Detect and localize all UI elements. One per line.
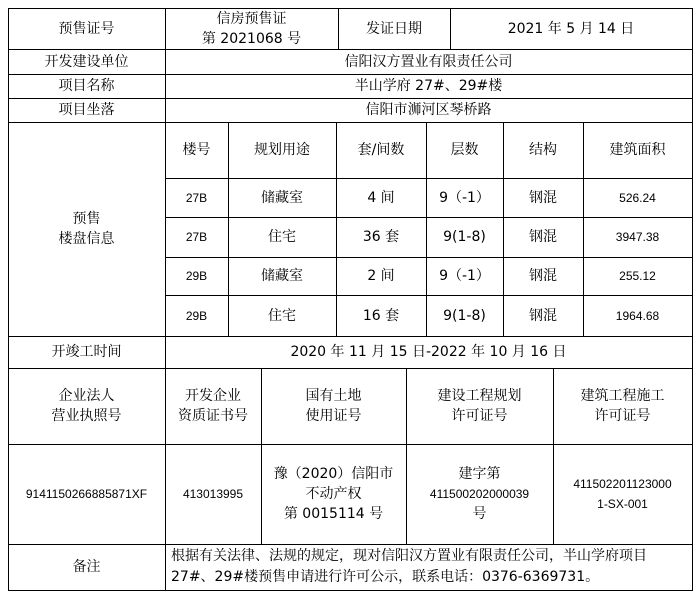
row3-units: 2 间 xyxy=(367,268,395,284)
cert-header-land-line-2: 使用证号 xyxy=(305,408,362,424)
row1-usage: 储藏室 xyxy=(261,189,303,206)
presale-info-line-2: 楼盘信息 xyxy=(58,231,115,247)
row4-units: 16 套 xyxy=(362,307,400,324)
row2-floors: 9(1-8) xyxy=(443,229,486,245)
cert-value-land-line-2: 不动产权 xyxy=(305,486,362,502)
issue-date-label: 发证日期 xyxy=(366,20,422,37)
row1-building: 27B xyxy=(185,190,208,205)
row4-usage: 住宅 xyxy=(268,307,296,324)
presale-no-line-1: 信房预售证 xyxy=(216,10,287,27)
row1-structure: 钢混 xyxy=(529,189,557,206)
row3-usage: 储藏室 xyxy=(261,268,303,284)
location-label: 项目坐落 xyxy=(58,102,115,118)
cert-header-qualification-line-2: 资质证书号 xyxy=(178,408,248,424)
header-building-no: 楼号 xyxy=(182,142,211,158)
presale-info-label xyxy=(8,122,165,336)
presale-no-line-2: 第 2021068 号 xyxy=(201,30,302,47)
row1-units: 4 间 xyxy=(367,189,395,206)
location-value: 信阳市浉河区琴桥路 xyxy=(365,102,492,118)
header-area: 建筑面积 xyxy=(609,142,666,158)
row3-structure: 钢混 xyxy=(529,268,557,284)
cert-header-construction-line-1: 建筑工程施工 xyxy=(580,388,665,404)
presale-no-value xyxy=(165,8,338,49)
header-structure: 结构 xyxy=(529,142,557,158)
row4-area: 1964.68 xyxy=(615,308,660,323)
cert-header-planning-line-1: 建设工程规划 xyxy=(437,388,522,404)
header-usage: 规划用途 xyxy=(254,142,310,158)
row3-floors: 9（-1） xyxy=(439,268,490,284)
construction-value: 2020 年 11 月 15 日-2022 年 10 月 16 日 xyxy=(290,344,567,360)
cert-value-planning-line-3: 号 xyxy=(472,506,487,522)
row3-area: 255.12 xyxy=(619,269,656,283)
cert-header-license-line-2: 营业执照号 xyxy=(51,408,122,424)
construction-label: 开竣工时间 xyxy=(51,344,122,360)
cert-header-license xyxy=(8,368,165,444)
cert-value-construction-line-2: 1-SX-001 xyxy=(597,497,648,511)
row2-area: 3947.38 xyxy=(615,230,660,244)
presale-no-label: 预售证号 xyxy=(58,20,115,37)
cert-value-land-line-3: 第 0015114 号 xyxy=(283,506,384,522)
row2-building: 27B xyxy=(185,230,208,244)
project-name-value: 半山学府 27#、29#楼 xyxy=(354,78,503,94)
presale-info-line-1: 预售 xyxy=(72,211,101,227)
cert-value-license: 9141150266885871XF xyxy=(25,487,148,501)
remark-label: 备注 xyxy=(72,559,101,575)
cert-header-qualification-line-1: 开发企业 xyxy=(185,388,241,404)
developer-value: 信阳汉方置业有限责任公司 xyxy=(344,53,513,70)
cert-header-construction xyxy=(553,368,692,444)
remark-value: 根据有关法律、法规的规定，现对信阳汉方置业有限责任公司，半山学府项目 27#、29#楼预售申请进行许可公示，联系电话：0376-6369731。 xyxy=(171,548,647,585)
row3-building: 29B xyxy=(185,269,208,283)
row1-floors: 9（-1） xyxy=(439,189,490,206)
cert-header-qualification xyxy=(165,368,261,444)
cert-header-license-line-1: 企业法人 xyxy=(58,388,115,404)
row4-floors: 9(1-8) xyxy=(443,307,486,324)
cert-value-qualification: 413013995 xyxy=(182,487,244,501)
cert-value-land xyxy=(261,444,406,544)
row4-structure: 钢混 xyxy=(529,307,557,324)
cert-value-construction-line-1: 411502201123000 xyxy=(573,477,672,491)
row1-area: 526.24 xyxy=(619,190,656,205)
issue-date-value: 2021 年 5 月 14 日 xyxy=(507,20,635,37)
project-name-label: 项目名称 xyxy=(58,78,115,94)
cert-header-land-line-1: 国有土地 xyxy=(305,388,362,404)
cert-header-land xyxy=(261,368,406,444)
cert-header-planning-line-2: 许可证号 xyxy=(451,408,508,424)
row2-units: 36 套 xyxy=(362,229,400,245)
cert-header-construction-line-2: 许可证号 xyxy=(594,408,651,424)
row4-building: 29B xyxy=(185,308,208,323)
cert-value-land-line-1: 豫（2020）信阳市 xyxy=(273,466,394,482)
cert-value-planning-line-2: 411500202000039 xyxy=(429,487,530,501)
cert-value-planning xyxy=(406,444,553,544)
cert-header-planning xyxy=(406,368,553,444)
cert-value-planning-line-1: 建字第 xyxy=(458,466,501,482)
developer-label: 开发建设单位 xyxy=(44,53,129,70)
row2-structure: 钢混 xyxy=(529,229,557,245)
header-units: 套/间数 xyxy=(357,142,405,158)
header-floors: 层数 xyxy=(450,142,479,158)
row2-usage: 住宅 xyxy=(268,229,296,245)
cert-value-construction xyxy=(553,444,692,544)
